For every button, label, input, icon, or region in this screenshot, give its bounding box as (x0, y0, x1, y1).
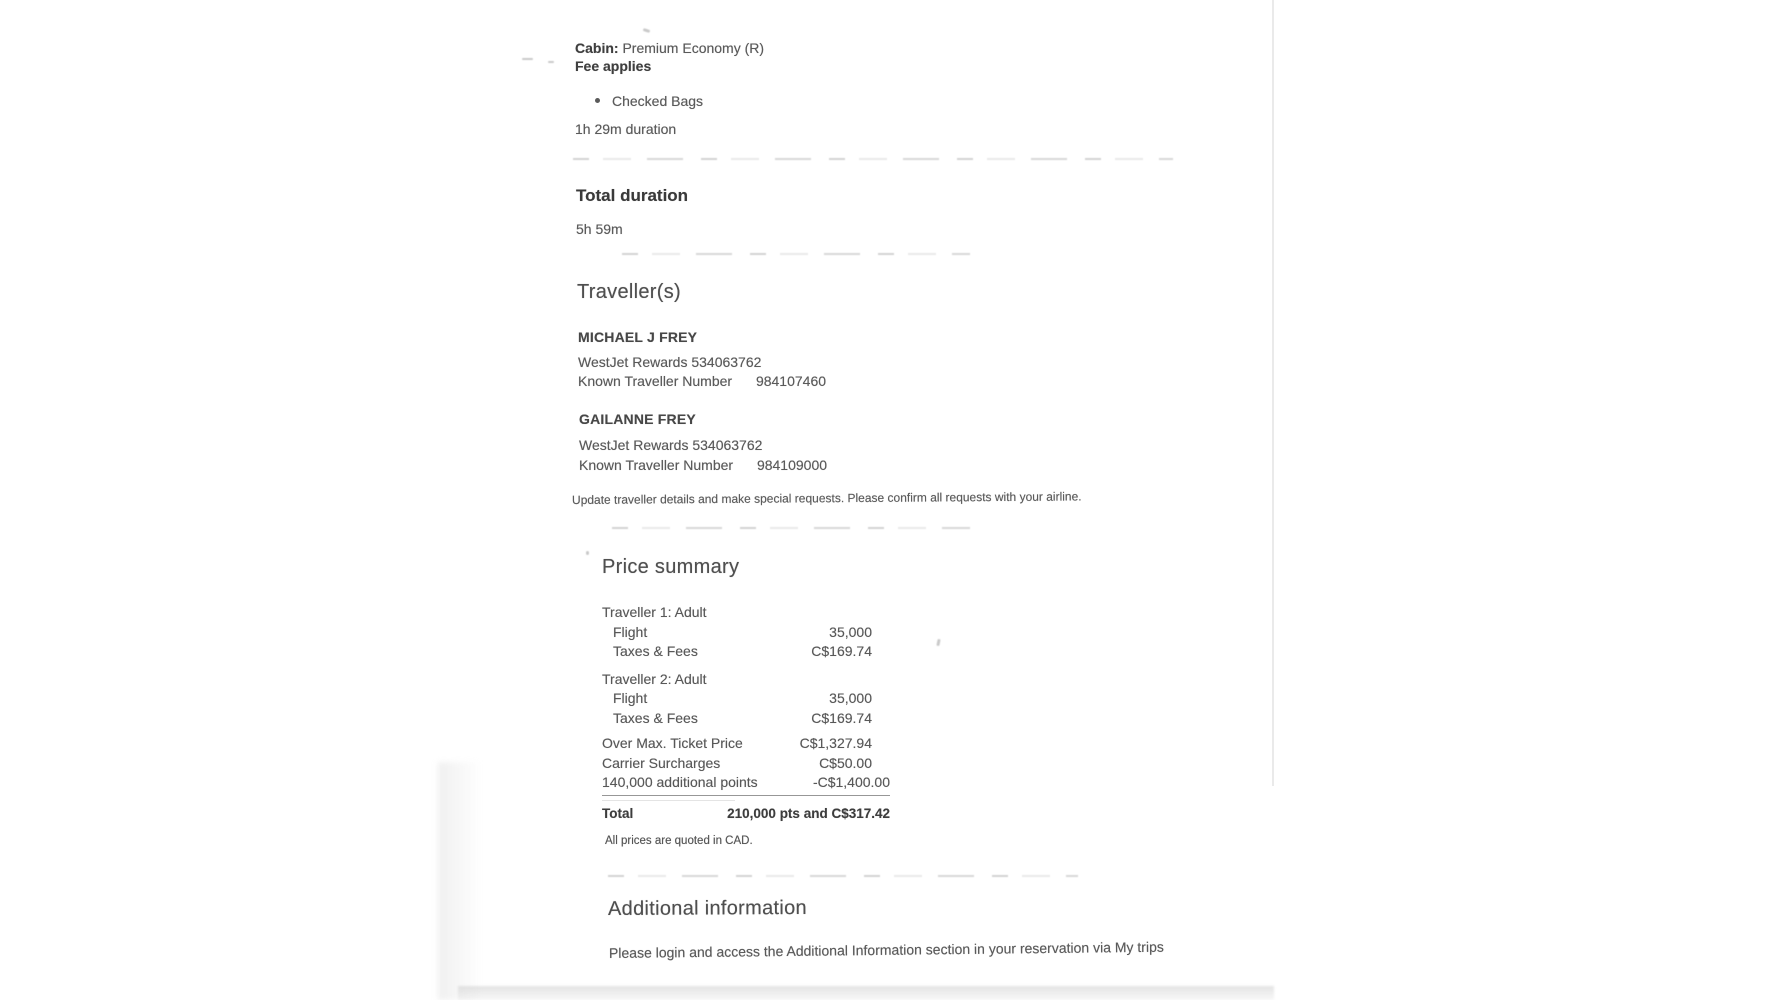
price-row: 140,000 additional points -C$1,400.00 (602, 774, 890, 790)
scan-speck (936, 639, 940, 646)
price-group-label: Traveller 1: Adult (602, 604, 707, 620)
segment-duration: 1h 29m duration (575, 121, 677, 137)
price-row: Flight 35,000 (613, 623, 872, 640)
price-group-label: Traveller 2: Adult (602, 670, 707, 687)
price-row: Carrier Surcharges C$50.00 (602, 754, 872, 771)
price-row: Taxes & Fees C$169.74 (613, 643, 872, 659)
divider (612, 527, 970, 529)
scan-speck (522, 58, 533, 60)
price-row: Over Max. Ticket Price C$1,327.94 (602, 735, 872, 751)
traveller-ktn-line (579, 456, 827, 475)
checked-bags-label: Checked Bags (612, 93, 704, 109)
additional-info-heading: Additional information (607, 896, 807, 920)
price-footnote: All prices are quoted in CAD. (605, 835, 753, 847)
page-edge-line (1272, 0, 1274, 786)
total-rule-echo (602, 800, 735, 801)
ktn-label: Known Traveller Number (579, 457, 734, 473)
cabin-label: Cabin: (575, 40, 619, 56)
total-rule (602, 795, 890, 796)
fee-applies-label: Fee applies (575, 58, 652, 74)
total-row: Total 210,000 pts and C$317.42 (602, 805, 890, 821)
cabin-line (575, 39, 764, 58)
ktn-number: 984109000 (756, 457, 828, 473)
traveller-rewards: WestJet Rewards 534063762 (579, 437, 763, 453)
traveller-name: MICHAEL J FREY (578, 329, 698, 345)
scan-left-shading (438, 762, 482, 1000)
bullet-icon (595, 98, 600, 103)
traveller-note: Update traveller details and make special requests. Please confirm all requests with your airline. (571, 489, 1082, 507)
scan-speck (643, 28, 651, 33)
total-duration-heading: Total duration (576, 186, 689, 205)
price-summary-table (602, 603, 890, 823)
ktn-number: 984107460 (755, 373, 827, 389)
price-row: Taxes & Fees C$169.74 (613, 709, 872, 726)
divider (622, 253, 970, 255)
traveller-ktn-line (578, 372, 826, 391)
cabin-value: Premium Economy (R) (622, 40, 765, 56)
total-duration-value: 5h 59m (576, 221, 623, 237)
ktn-label: Known Traveller Number (578, 373, 733, 389)
scan-bottom-shadow (458, 986, 1274, 1000)
travellers-heading: Traveller(s) (577, 281, 681, 303)
price-summary-heading: Price summary (602, 556, 740, 578)
scan-speck (548, 61, 554, 63)
divider (608, 875, 1078, 877)
scan-speck (586, 551, 589, 555)
checked-bags-item (595, 92, 703, 111)
price-row: Flight 35,000 (613, 690, 872, 706)
divider (573, 158, 1173, 160)
traveller-rewards: WestJet Rewards 534063762 (578, 354, 762, 370)
additional-info-text: Please login and access the Additional Information section in your reservation via My trips (608, 938, 1164, 961)
traveller-name: GAILANNE FREY (579, 411, 696, 427)
